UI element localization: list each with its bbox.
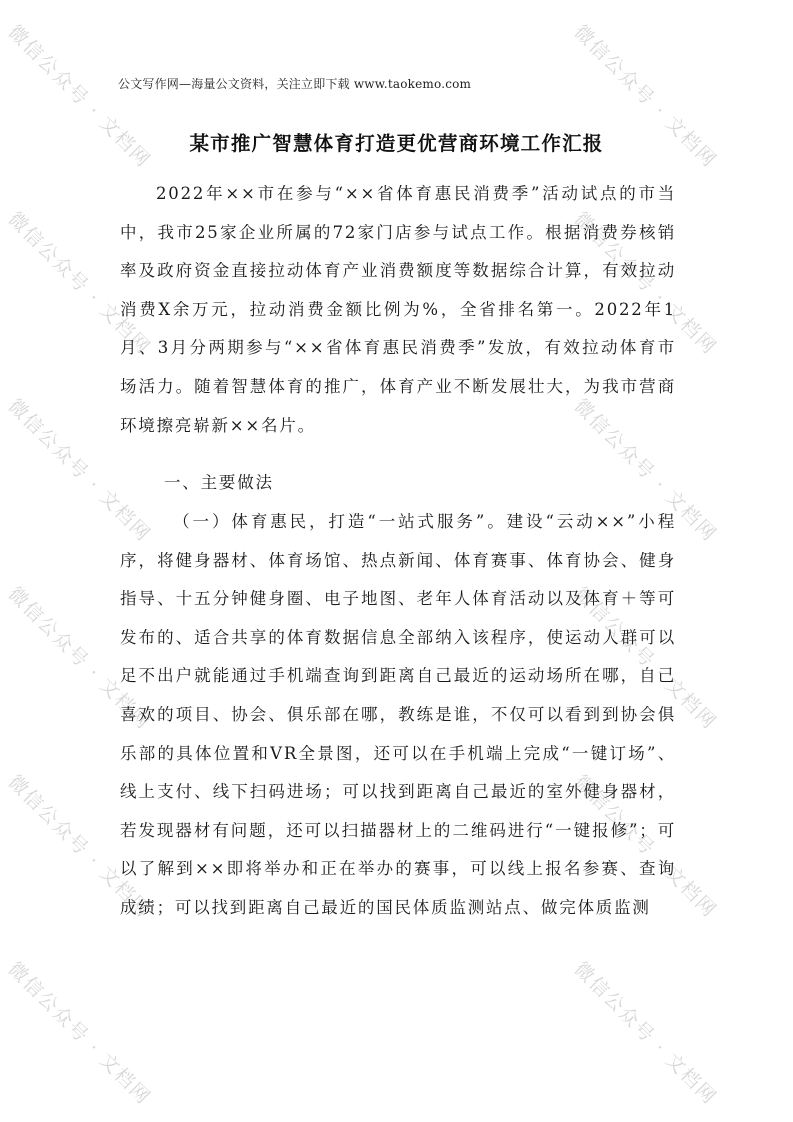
watermark: 微信公众号 · 文档网 xyxy=(569,20,722,173)
watermark: 微信公众号 · 文档网 xyxy=(569,207,722,360)
section-heading: 一、主要做法 xyxy=(164,473,274,492)
watermark: 微信公众号 · 文档网 xyxy=(3,20,156,173)
watermark: 微信公众号 · 文档网 xyxy=(3,207,156,360)
watermark: 微信公众号 · 文档网 xyxy=(569,394,722,547)
paragraph-intro-text: 2022年××市在参与“××省体育惠民消费季”活动试点的市当中，我市25家企业所属的72家门店参与试点工作。根据消费券核销率及政府资金直接拉动体育产业消费额度等数据综合计算，有效拉动消费X余万元，拉动消费金额比例为%，全省排名第一。2022年1月、3月分两期参与“××省体育惠民消费季”发放，有效拉动体育市场活力。随着智慧体育的推广，体育产业不断发展壮大，为我市营商环境擦亮崭新××名片。 xyxy=(120,184,676,435)
watermark: 微信公众号 · 文档网 xyxy=(3,394,156,547)
paragraph-intro xyxy=(120,175,676,445)
watermark: 微信公众号 · 文档网 xyxy=(3,770,156,923)
paragraph-measures xyxy=(120,503,676,928)
watermark: 微信公众号 · 文档网 xyxy=(3,582,156,735)
page-header: 公文写作网—海量公文资料，关注立即下载 www.taokemo.com xyxy=(118,77,472,91)
watermark: 微信公众号 · 文档网 xyxy=(569,582,722,735)
document-title: 某市推广智慧体育打造更优营商环境工作汇报 xyxy=(189,132,604,155)
watermark: 微信公众号 · 文档网 xyxy=(569,957,722,1110)
paragraph-measures-text: （一）体育惠民，打造“一站式服务”。建设“云动××”小程序，将健身器材、体育场馆、热点新闻、体育赛事、体育协会、健身指导、十五分钟健身圈、电子地图、老年人体育活动以及体育＋等可发布的、适合共享的体育数据信息全部纳入该程序，使运动人群可以足不出户就能通过手机端查询到距离自己最近的运动场所在哪，自己喜欢的项目、协会、俱乐部在哪，教练是谁，不仅可以看到到协会俱乐部的具体位置和VR全景图，还可以在手机端上完成“一键订场”、线上支付、线下扫码进场；可以找到距离自己最近的室外健身器材，若发现器材有问题，还可以扫描器材上的二维码进行“一键报修”；可以了解到××即将举办和正在举办的赛事，可以线上报名参赛、查询成绩；可以找到距离自己最近的国民体质监测站点、做完体质监测 xyxy=(120,512,676,917)
watermark: 微信公众号 · 文档网 xyxy=(3,957,156,1110)
watermark: 微信公众号 · 文档网 xyxy=(569,770,722,923)
